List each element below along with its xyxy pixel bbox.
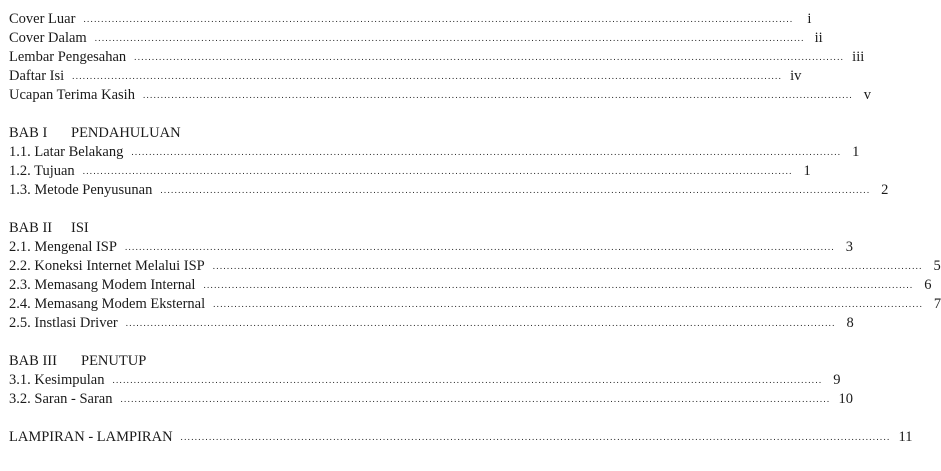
toc-entry-instlasi-driver[interactable] [9,314,854,333]
dot-leader: ........................................................................................................................................................................................................ [131,147,842,157]
chapter-number: BAB I [9,125,48,141]
toc-entry-kesimpulan[interactable] [9,371,841,390]
chapter-2-section [9,219,941,333]
toc-entry-page: 2 [881,182,889,198]
toc-entry-label: LAMPIRAN - LAMPIRAN [9,429,173,445]
chapter-3-section [9,352,853,409]
toc-entry-label: 3.1. Kesimpulan [9,372,105,388]
toc-entry-page: 1 [852,144,860,160]
section-spacer [9,105,413,124]
toc-entry-page: 7 [933,296,941,312]
toc-entry-mengenal-isp[interactable] [9,238,853,257]
toc-entry-metode-penyusunan[interactable] [9,181,889,200]
toc-entry-label: Cover Dalam [9,30,87,46]
toc-entry-lembar-pengesahan[interactable] [9,48,865,67]
dot-leader: ........................................................................................................................................................................................................ [134,52,845,62]
toc-entry-page: 9 [833,372,841,388]
chapter-heading [9,352,413,371]
toc-entry-label: 2.1. Mengenal ISP [9,239,117,255]
toc-entry-saran[interactable] [9,390,853,409]
section-spacer [9,409,413,428]
section-spacer [9,333,413,352]
chapter-number: BAB II [9,220,53,236]
toc-entry-label: 1.3. Metode Penyusunan [9,182,153,198]
dot-leader: ........................................................................................................................................................................................................ [82,166,793,176]
dot-leader: ........................................................................................................................................................................................................ [212,261,923,271]
toc-entry-label: 1.1. Latar Belakang [9,144,124,160]
chapter-1-section [9,124,889,200]
dot-leader: ........................................................................................................................................................................................................ [72,71,783,81]
toc-entry-page: 6 [924,277,932,293]
section-spacer [9,200,413,219]
toc-entry-page: ii [814,30,823,46]
dot-leader: ........................................................................................................................................................................................................ [180,432,891,442]
table-of-contents [9,10,941,447]
toc-entry-page: i [807,11,812,27]
toc-entry-tujuan[interactable] [9,162,811,181]
dot-leader: ........................................................................................................................................................................................................ [124,242,835,252]
toc-entry-label: 3.2. Saran - Saran [9,391,113,407]
dot-leader: ........................................................................................................................................................................................................ [142,90,853,100]
front-matter-section [9,10,871,105]
toc-entry-cover-dalam[interactable] [9,29,823,48]
chapter-heading [9,219,413,238]
chapter-title: PENUTUP [81,353,147,369]
toc-entry-cover-luar[interactable] [9,10,812,29]
dot-leader: ........................................................................................................................................................................................................ [120,394,831,404]
dot-leader: ........................................................................................................................................................................................................ [83,14,794,24]
toc-entry-label: Lembar Pengesahan [9,49,127,65]
dot-leader: ........................................................................................................................................................................................................ [213,299,924,309]
toc-entry-lampiran[interactable] [9,428,913,447]
toc-entry-page: 10 [838,391,853,407]
toc-entry-page: 5 [933,258,941,274]
toc-entry-page: iii [852,49,865,65]
toc-entry-koneksi-internet[interactable] [9,257,941,276]
dot-leader: ........................................................................................................................................................................................................ [203,280,914,290]
toc-entry-label: 2.5. Instlasi Driver [9,315,118,331]
toc-entry-page: v [863,87,871,103]
dot-leader: ........................................................................................................................................................................................................ [112,375,823,385]
chapter-number: BAB III [9,353,57,369]
toc-entry-label: Daftar Isi [9,68,65,84]
chapter-title: ISI [71,220,89,236]
toc-entry-modem-eksternal[interactable] [9,295,941,314]
toc-entry-label: 2.2. Koneksi Internet Melalui ISP [9,258,205,274]
toc-entry-latar-belakang[interactable] [9,143,860,162]
toc-entry-page: 1 [803,163,811,179]
dot-leader: ........................................................................................................................................................................................................ [160,185,871,195]
chapter-title: PENDAHULUAN [71,125,181,141]
toc-entry-label: 2.3. Memasang Modem Internal [9,277,196,293]
toc-entry-label: Cover Luar [9,11,76,27]
toc-entry-page: 3 [845,239,853,255]
chapter-heading [9,124,413,143]
toc-entry-label: Ucapan Terima Kasih [9,87,135,103]
toc-entry-page: 8 [846,315,854,331]
toc-entry-daftar-isi[interactable] [9,67,802,86]
toc-entry-label: 1.2. Tujuan [9,163,75,179]
toc-entry-page: iv [790,68,802,84]
toc-entry-label: 2.4. Memasang Modem Eksternal [9,296,206,312]
dot-leader: ........................................................................................................................................................................................................ [94,33,805,43]
toc-entry-modem-internal[interactable] [9,276,932,295]
dot-leader: ........................................................................................................................................................................................................ [125,318,836,328]
toc-entry-ucapan-terima-kasih[interactable] [9,86,871,105]
toc-entry-page: 11 [898,429,913,445]
